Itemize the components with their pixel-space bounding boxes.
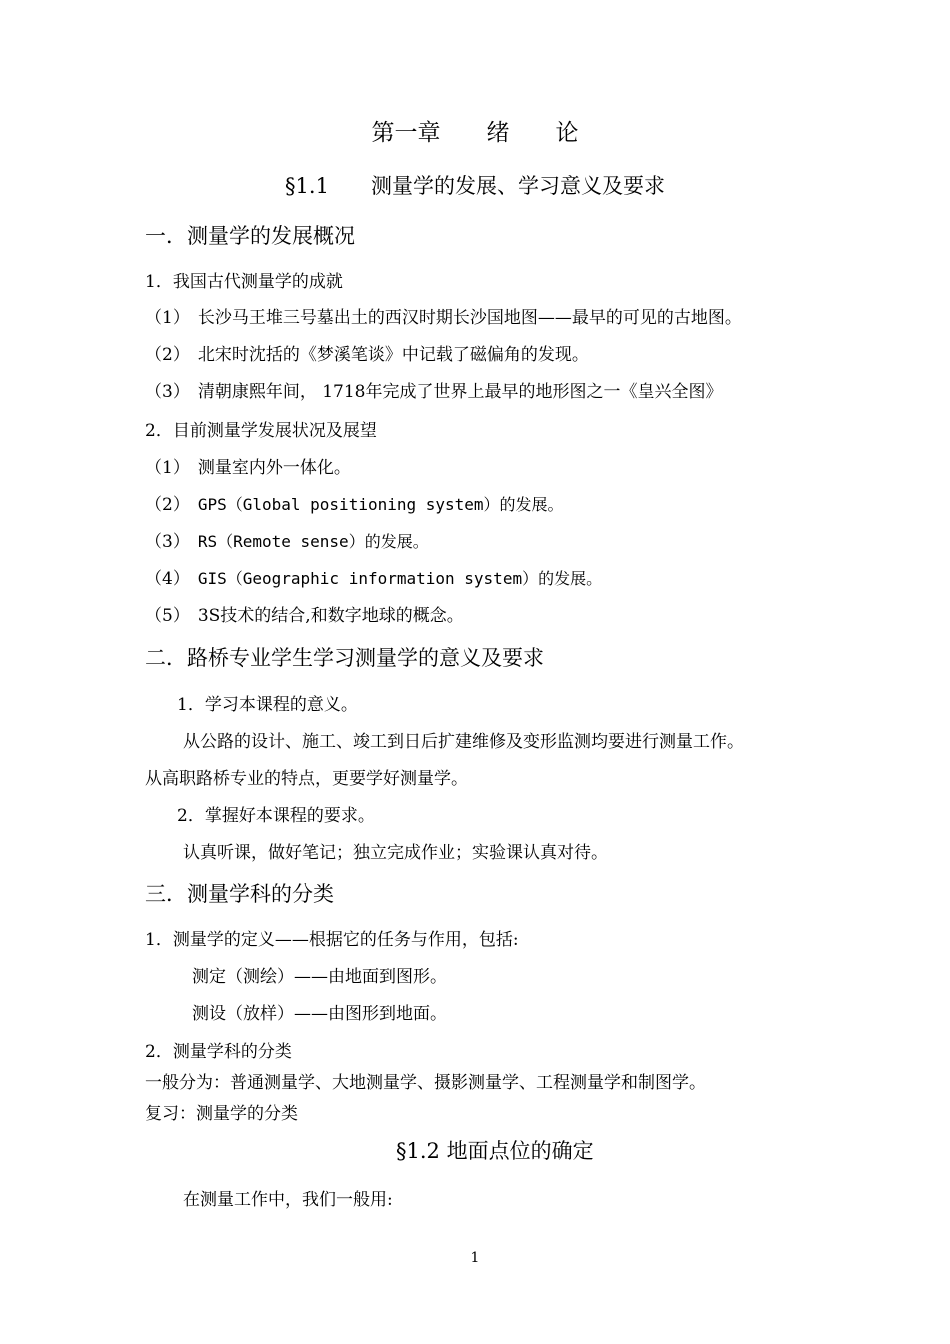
list-item-text: 测量室内外一体化。 [197, 458, 351, 478]
list-item-text: GPS（Global positioning system）的发展。 [197, 495, 564, 514]
list-item-number: （1） [145, 458, 190, 478]
list-item-number: （2） [145, 495, 190, 515]
definition-line: 测设（放样）——由图形到地面。 [192, 1004, 447, 1024]
part3-heading: 三．测量学科的分类 [145, 882, 334, 906]
part2-heading: 二．路桥专业学生学习测量学的意义及要求 [145, 646, 544, 670]
paragraph: 认真听课，做好笔记；独立完成作业；实验课认真对待。 [183, 843, 608, 863]
list-item-number: （3） [145, 532, 190, 552]
part2-sub1-title: 1．学习本课程的意义。 [177, 695, 358, 715]
list-item-text: 长沙马王堆三号墓出土的西汉时期长沙国地图——最早的可见的古地图。 [197, 308, 742, 328]
list-item [145, 534, 429, 551]
paragraph: 一般分为：普通测量学、大地测量学、摄影测量学、工程测量学和制图学。 [145, 1073, 706, 1093]
paragraph: 在测量工作中，我们一般用: [183, 1190, 393, 1210]
list-item-text: 3S技术的结合,和数字地球的概念。 [197, 606, 464, 626]
list-item-number: （5） [145, 606, 190, 626]
list-item [145, 497, 564, 514]
list-item [145, 460, 351, 477]
list-item-text: 北宋时沈括的《梦溪笔谈》中记载了磁偏角的发现。 [197, 345, 589, 365]
list-item-number: （2） [145, 345, 190, 365]
list-item [145, 384, 723, 401]
list-item-number: （1） [145, 308, 190, 328]
part1-sub2-title: 2．目前测量学发展状况及展望 [145, 421, 377, 441]
list-item-text: 清朝康熙年间， 1718年完成了世界上最早的地形图之一《皇兴全图》 [197, 382, 723, 402]
part1-sub1-title: 1．我国古代测量学的成就 [145, 272, 343, 292]
review-line: 复习：测量学的分类 [145, 1104, 298, 1124]
list-item-text: RS（Remote sense）的发展。 [197, 532, 429, 551]
list-item [145, 608, 464, 625]
section-heading-1-2: §1.2 地面点位的确定 [396, 1139, 594, 1163]
part3-sub2-title: 2．测量学科的分类 [145, 1042, 292, 1062]
paragraph: 从公路的设计、施工、竣工到日后扩建维修及变形监测均要进行测量工作。 [183, 732, 744, 752]
section-heading-1-1: §1.1 测量学的发展、学习意义及要求 [285, 174, 665, 198]
part2-sub2-title: 2．掌握好本课程的要求。 [177, 806, 375, 826]
list-item [145, 310, 742, 327]
definition-line: 测定（测绘）——由地面到图形。 [192, 967, 447, 987]
list-item-text: GIS（Geographic information system）的发展。 [197, 569, 603, 588]
list-item-number: （4） [145, 569, 190, 589]
paragraph: 从高职路桥专业的特点，更要学好测量学。 [145, 769, 468, 789]
list-item-number: （3） [145, 382, 190, 402]
list-item [145, 571, 602, 588]
list-item [145, 347, 589, 364]
page-number: 1 [470, 1250, 480, 1266]
part3-sub1-title: 1．测量学的定义——根据它的任务与作用，包括: [145, 930, 519, 950]
part1-heading: 一．测量学的发展概况 [145, 224, 355, 248]
chapter-title: 第一章 绪 论 [371, 120, 579, 146]
